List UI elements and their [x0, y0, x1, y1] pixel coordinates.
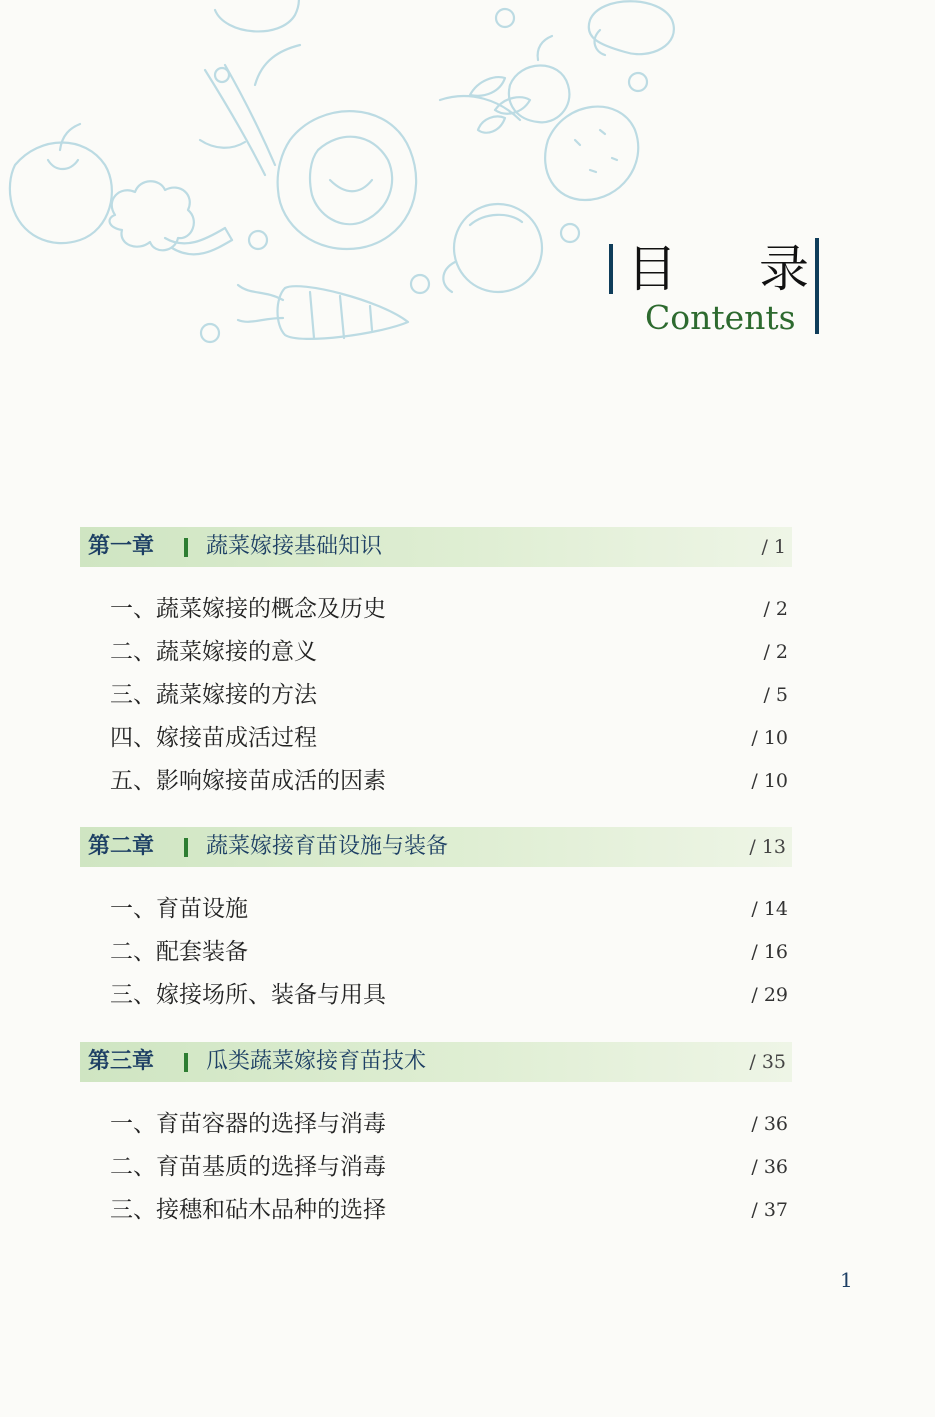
entry-title: 五、影响嫁接苗成活的因素: [110, 768, 386, 794]
toc-entry[interactable]: [110, 720, 788, 756]
contents-title-block: [605, 236, 825, 336]
entry-title: 二、蔬菜嫁接的意义: [110, 639, 317, 665]
bubble-dots: [201, 9, 647, 342]
entry-page: / 2: [763, 598, 788, 620]
entry-page: / 36: [751, 1113, 788, 1135]
entry-page: / 2: [763, 641, 788, 663]
potato-icon: [545, 107, 638, 200]
broccoli-icon: [110, 181, 232, 254]
pepper-icon: [10, 124, 112, 243]
entry-title: 二、育苗基质的选择与消毒: [110, 1154, 386, 1180]
entry-page: / 10: [751, 770, 788, 792]
entry-title: 三、接穗和砧木品种的选择: [110, 1197, 386, 1223]
fruit-icon: [443, 204, 542, 292]
toc-entry[interactable]: [110, 891, 788, 927]
entry-title: 一、蔬菜嫁接的概念及历史: [110, 596, 386, 622]
chapter-separator: [184, 1053, 188, 1072]
entry-page: / 5: [763, 684, 788, 706]
toc-entry[interactable]: [110, 977, 788, 1013]
chapter-separator: [184, 538, 188, 557]
toc-entry[interactable]: [110, 1192, 788, 1228]
chapter-title: 蔬菜嫁接基础知识: [206, 534, 383, 559]
title-english: Contents: [645, 298, 796, 337]
cabbage-icon: [278, 111, 417, 249]
chapter-heading-2[interactable]: [80, 827, 792, 867]
entry-page: / 37: [751, 1199, 788, 1221]
toc-entry[interactable]: [110, 1106, 788, 1142]
chapter-heading-3[interactable]: [80, 1042, 792, 1082]
chapter-title: 瓜类蔬菜嫁接育苗技术: [206, 1049, 427, 1074]
toc-entry[interactable]: [110, 591, 788, 627]
leaf-branch-icon: [440, 77, 530, 133]
onion-icon: [509, 36, 570, 122]
entry-page: / 36: [751, 1156, 788, 1178]
entry-title: 四、嫁接苗成活过程: [110, 725, 317, 751]
entry-page: / 10: [751, 727, 788, 749]
chapter-page: / 13: [749, 836, 786, 858]
apple-icon: [589, 1, 674, 55]
toc-entry[interactable]: [110, 1149, 788, 1185]
chapter-heading-1[interactable]: [80, 527, 792, 567]
toc-entry[interactable]: [110, 677, 788, 713]
chapter-separator: [184, 838, 188, 857]
chapter-label: 第二章: [88, 834, 155, 859]
entry-title: 二、配套装备: [110, 939, 248, 965]
title-char-2: 录: [759, 240, 809, 298]
entry-title: 一、育苗容器的选择与消毒: [110, 1111, 386, 1137]
leek-icon: [200, 45, 300, 175]
chapter-label: 第三章: [88, 1049, 155, 1074]
toc-entry[interactable]: [110, 934, 788, 970]
title-char-1: 目: [627, 240, 677, 298]
chapter-title: 蔬菜嫁接育苗设施与装备: [206, 834, 449, 859]
entry-title: 三、嫁接场所、装备与用具: [110, 982, 386, 1008]
carrot-icon: [238, 285, 408, 339]
entry-page: / 14: [751, 898, 788, 920]
chapter-page: / 35: [749, 1051, 786, 1073]
entry-page: / 29: [751, 984, 788, 1006]
chapter-page: / 1: [761, 536, 786, 558]
toc-entry[interactable]: [110, 763, 788, 799]
title-bar-left: [609, 244, 613, 294]
toc-entry[interactable]: [110, 634, 788, 670]
tomato-icon: [215, 0, 299, 31]
entry-title: 一、育苗设施: [110, 896, 248, 922]
title-bar-right: [815, 238, 819, 334]
entry-page: / 16: [751, 941, 788, 963]
entry-title: 三、蔬菜嫁接的方法: [110, 682, 317, 708]
title-chinese: [627, 242, 809, 296]
chapter-label: 第一章: [88, 534, 155, 559]
page-number: 1: [840, 1268, 853, 1292]
